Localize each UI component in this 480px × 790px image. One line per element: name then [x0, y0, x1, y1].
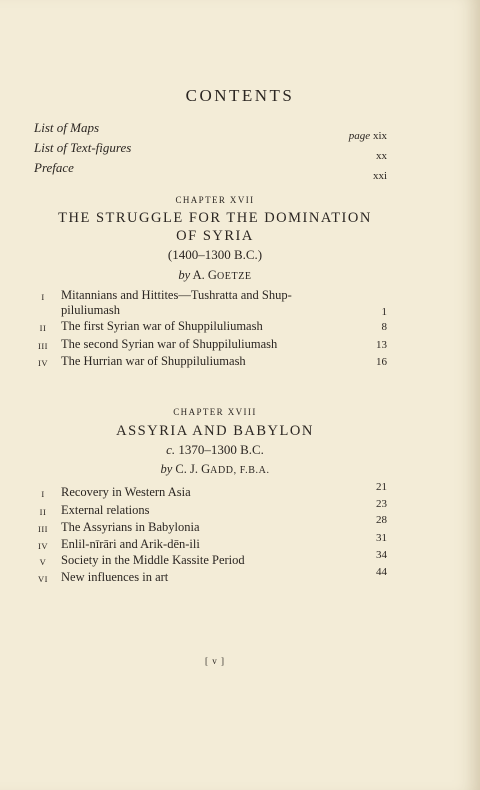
chapter-title-line: THE STRUGGLE FOR THE DOMINATION: [58, 210, 372, 226]
chapter-author: [0, 268, 430, 283]
section-title: New influences in art: [61, 570, 169, 584]
section-title: External relations: [61, 503, 150, 517]
page-word: page: [348, 130, 371, 142]
front-matter-label: Preface: [34, 160, 74, 175]
front-matter-page: xx: [376, 150, 387, 162]
author-by: by: [178, 268, 191, 282]
section-number: VI: [38, 574, 48, 584]
section-title: The Assyrians in Babylonia: [61, 520, 200, 534]
chapter-author: [0, 462, 430, 477]
contents-heading: CONTENTS: [185, 86, 295, 105]
author-surname: [208, 268, 252, 282]
page-number: xix: [372, 130, 387, 142]
section-number: II: [39, 507, 47, 517]
section-number: I: [41, 292, 45, 302]
author-initials: C. J.: [175, 462, 198, 476]
author-cap: G: [207, 268, 217, 282]
section-title: Recovery in Western Asia: [61, 485, 191, 499]
date-range: 1370–1300 B.C.: [178, 442, 264, 457]
chapter-title: ASSYRIA AND BABYLON: [116, 423, 314, 439]
author-smallcaps: ADD: [210, 465, 234, 476]
section-page: 44: [376, 566, 387, 578]
author-by: by: [160, 462, 173, 476]
section-number: II: [39, 323, 47, 333]
author-honours: , F.B.A.: [233, 465, 270, 476]
page-folio: [ v ]: [205, 656, 225, 666]
chapter-dates: (1400–1300 B.C.): [167, 247, 263, 262]
section-page: 34: [376, 549, 387, 561]
section-title-cont: piluliumash: [61, 303, 121, 317]
author-initials: A.: [192, 268, 205, 282]
author-cap: G: [201, 462, 211, 476]
front-matter-page: xxi: [372, 170, 387, 182]
section-page: 16: [376, 356, 387, 368]
section-page: 28: [376, 514, 387, 526]
section-page: 1: [381, 306, 387, 318]
section-title: The Hurrian war of Shuppiluliumash: [61, 354, 246, 368]
front-matter-label: List of Maps: [34, 120, 100, 135]
section-title: Society in the Middle Kassite Period: [61, 553, 245, 567]
circa: c.: [166, 442, 176, 457]
author-smallcaps: OETZE: [216, 271, 252, 282]
chapter-label: CHAPTER XVIII: [173, 407, 257, 417]
section-page: 31: [376, 532, 387, 544]
author-surname: [201, 462, 234, 476]
front-matter-page: [349, 130, 387, 142]
section-number: III: [38, 524, 48, 534]
section-number: III: [38, 341, 48, 351]
section-page: 13: [376, 339, 387, 351]
section-page: 8: [381, 321, 387, 333]
section-number: IV: [38, 541, 48, 551]
chapter-label: CHAPTER XVII: [175, 195, 255, 205]
section-page: 23: [376, 498, 387, 510]
section-page: 21: [376, 481, 387, 493]
section-number: V: [39, 557, 47, 567]
section-number: I: [41, 489, 45, 499]
chapter-title-line: OF SYRIA: [176, 228, 254, 244]
section-number: IV: [38, 358, 48, 368]
section-title: The first Syrian war of Shuppiluliumash: [61, 319, 263, 333]
section-title: Mitannians and Hittites—Tushratta and Shup-: [61, 288, 292, 302]
section-title: Enlil-nīrāri and Arik-dēn-ili: [61, 537, 200, 551]
section-title: The second Syrian war of Shuppiluliumash: [61, 337, 278, 351]
chapter-dates: [0, 442, 430, 458]
front-matter-label: List of Text-figures: [34, 140, 132, 155]
